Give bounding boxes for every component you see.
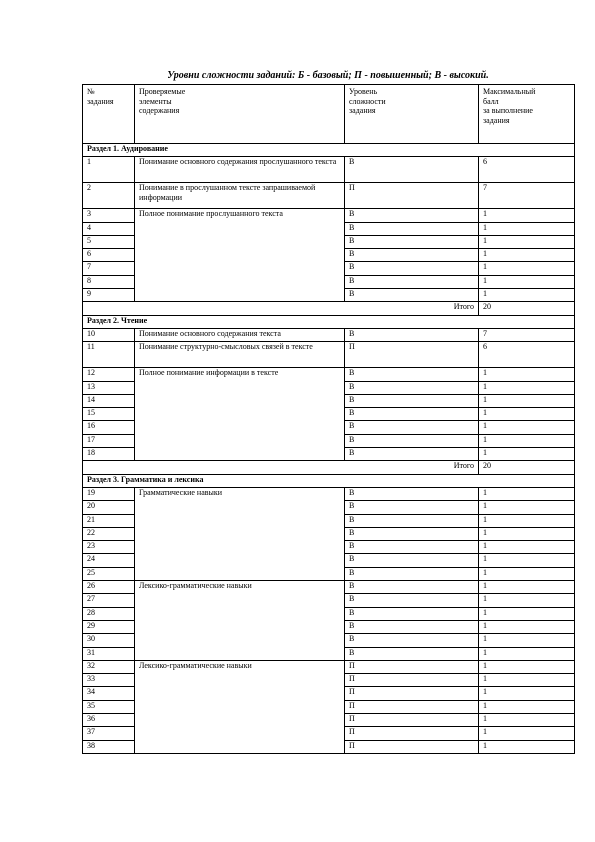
table-row [83, 368, 575, 381]
levels-caption: Уровни сложности заданий: Б - базовый; П - повышенный; В - высокий. [167, 70, 489, 81]
table-row [83, 209, 575, 222]
difficulty-level: В [345, 647, 479, 660]
task-number: 17 [83, 434, 135, 447]
difficulty-level: В [345, 222, 479, 235]
difficulty-level: В [345, 514, 479, 527]
header-task-number: № задания [83, 85, 135, 144]
task-number: 13 [83, 381, 135, 394]
max-score: 1 [479, 647, 575, 660]
difficulty-level: П [345, 342, 479, 368]
max-score: 6 [479, 157, 575, 183]
task-number: 16 [83, 421, 135, 434]
max-score: 1 [479, 674, 575, 687]
section-title: Раздел 3. Грамматика и лексика [83, 474, 575, 487]
task-number: 38 [83, 740, 135, 753]
difficulty-level: В [345, 157, 479, 183]
max-score: 1 [479, 634, 575, 647]
task-number: 7 [83, 262, 135, 275]
difficulty-level: П [345, 740, 479, 753]
max-score: 1 [479, 368, 575, 381]
task-number: 36 [83, 713, 135, 726]
task-number: 27 [83, 594, 135, 607]
max-score: 1 [479, 567, 575, 580]
difficulty-level: В [345, 408, 479, 421]
difficulty-level: В [345, 567, 479, 580]
task-number: 12 [83, 368, 135, 381]
task-number: 9 [83, 289, 135, 302]
header-max-score: Максимальный балл за выполнение задания [479, 85, 575, 144]
max-score: 1 [479, 740, 575, 753]
difficulty-level: П [345, 700, 479, 713]
difficulty-level: В [345, 289, 479, 302]
max-score: 1 [479, 700, 575, 713]
task-number: 22 [83, 527, 135, 540]
task-number: 1 [83, 157, 135, 183]
difficulty-level: П [345, 713, 479, 726]
task-number: 4 [83, 222, 135, 235]
task-number: 24 [83, 554, 135, 567]
section-row [83, 474, 575, 487]
tasks-table [82, 84, 575, 754]
max-score: 1 [479, 222, 575, 235]
difficulty-level: В [345, 607, 479, 620]
content-element: Понимание в прослушанном тексте запрашиваемой информации [135, 183, 345, 209]
table-row [83, 328, 575, 341]
table-row [83, 157, 575, 183]
table-row [83, 487, 575, 500]
max-score: 1 [479, 408, 575, 421]
content-element: Грамматические навыки [135, 487, 345, 580]
max-score: 1 [479, 581, 575, 594]
total-score: 20 [479, 302, 575, 315]
task-number: 5 [83, 235, 135, 248]
difficulty-level: В [345, 275, 479, 288]
table-row [83, 183, 575, 209]
max-score: 1 [479, 541, 575, 554]
difficulty-level: В [345, 394, 479, 407]
max-score: 1 [479, 448, 575, 461]
difficulty-level: В [345, 487, 479, 500]
difficulty-level: В [345, 262, 479, 275]
difficulty-level: В [345, 541, 479, 554]
section-row [83, 315, 575, 328]
difficulty-level: В [345, 620, 479, 633]
task-number: 31 [83, 647, 135, 660]
task-number: 35 [83, 700, 135, 713]
difficulty-level: П [345, 660, 479, 673]
total-row [83, 461, 575, 474]
table-row [83, 342, 575, 368]
max-score: 1 [479, 275, 575, 288]
difficulty-level: П [345, 687, 479, 700]
max-score: 1 [479, 262, 575, 275]
max-score: 1 [479, 501, 575, 514]
difficulty-level: В [345, 594, 479, 607]
difficulty-level: В [345, 368, 479, 381]
task-number: 2 [83, 183, 135, 209]
max-score: 1 [479, 394, 575, 407]
difficulty-level: В [345, 527, 479, 540]
content-element: Полное понимание информации в тексте [135, 368, 345, 461]
task-number: 15 [83, 408, 135, 421]
task-number: 33 [83, 674, 135, 687]
total-row [83, 302, 575, 315]
task-number: 26 [83, 581, 135, 594]
task-number: 11 [83, 342, 135, 368]
difficulty-level: В [345, 448, 479, 461]
max-score: 1 [479, 235, 575, 248]
difficulty-level: В [345, 381, 479, 394]
content-element: Понимание основного содержания текста [135, 328, 345, 341]
difficulty-level: В [345, 249, 479, 262]
max-score: 7 [479, 328, 575, 341]
difficulty-level: В [345, 209, 479, 222]
task-number: 23 [83, 541, 135, 554]
max-score: 7 [479, 183, 575, 209]
total-label: Итого [83, 461, 479, 474]
header-content-elements: Проверяемые элементы содержания [135, 85, 345, 144]
task-number: 14 [83, 394, 135, 407]
task-number: 32 [83, 660, 135, 673]
task-number: 28 [83, 607, 135, 620]
max-score: 1 [479, 554, 575, 567]
difficulty-level: П [345, 183, 479, 209]
task-number: 18 [83, 448, 135, 461]
difficulty-level: В [345, 421, 479, 434]
task-number: 34 [83, 687, 135, 700]
max-score: 1 [479, 289, 575, 302]
task-number: 29 [83, 620, 135, 633]
task-number: 21 [83, 514, 135, 527]
table-row [83, 581, 575, 594]
task-number: 25 [83, 567, 135, 580]
max-score: 1 [479, 727, 575, 740]
total-label: Итого [83, 302, 479, 315]
section-title: Раздел 2. Чтение [83, 315, 575, 328]
difficulty-level: В [345, 634, 479, 647]
task-number: 6 [83, 249, 135, 262]
max-score: 6 [479, 342, 575, 368]
header-difficulty-level: Уровень сложности задания [345, 85, 479, 144]
task-number: 3 [83, 209, 135, 222]
difficulty-level: П [345, 727, 479, 740]
difficulty-level: В [345, 554, 479, 567]
max-score: 1 [479, 209, 575, 222]
content-element: Лексико-грамматические навыки [135, 660, 345, 753]
max-score: 1 [479, 421, 575, 434]
difficulty-level: В [345, 581, 479, 594]
task-number: 10 [83, 328, 135, 341]
max-score: 1 [479, 620, 575, 633]
total-score: 20 [479, 461, 575, 474]
max-score: 1 [479, 607, 575, 620]
max-score: 1 [479, 660, 575, 673]
task-number: 8 [83, 275, 135, 288]
section-title: Раздел 1. Аудирование [83, 144, 575, 157]
section-row [83, 144, 575, 157]
content-element: Лексико-грамматические навыки [135, 581, 345, 661]
table-row [83, 660, 575, 673]
difficulty-level: П [345, 674, 479, 687]
max-score: 1 [479, 527, 575, 540]
max-score: 1 [479, 514, 575, 527]
task-number: 30 [83, 634, 135, 647]
max-score: 1 [479, 487, 575, 500]
table-header-row [83, 85, 575, 144]
max-score: 1 [479, 594, 575, 607]
task-number: 19 [83, 487, 135, 500]
difficulty-level: В [345, 501, 479, 514]
difficulty-level: В [345, 235, 479, 248]
max-score: 1 [479, 713, 575, 726]
content-element: Понимание структурно-смысловых связей в тексте [135, 342, 345, 368]
max-score: 1 [479, 687, 575, 700]
content-element: Полное понимание прослушанного текста [135, 209, 345, 302]
difficulty-level: В [345, 328, 479, 341]
difficulty-level: В [345, 434, 479, 447]
task-number: 20 [83, 501, 135, 514]
task-number: 37 [83, 727, 135, 740]
max-score: 1 [479, 381, 575, 394]
max-score: 1 [479, 249, 575, 262]
max-score: 1 [479, 434, 575, 447]
content-element: Понимание основного содержания прослушанного текста [135, 157, 345, 183]
